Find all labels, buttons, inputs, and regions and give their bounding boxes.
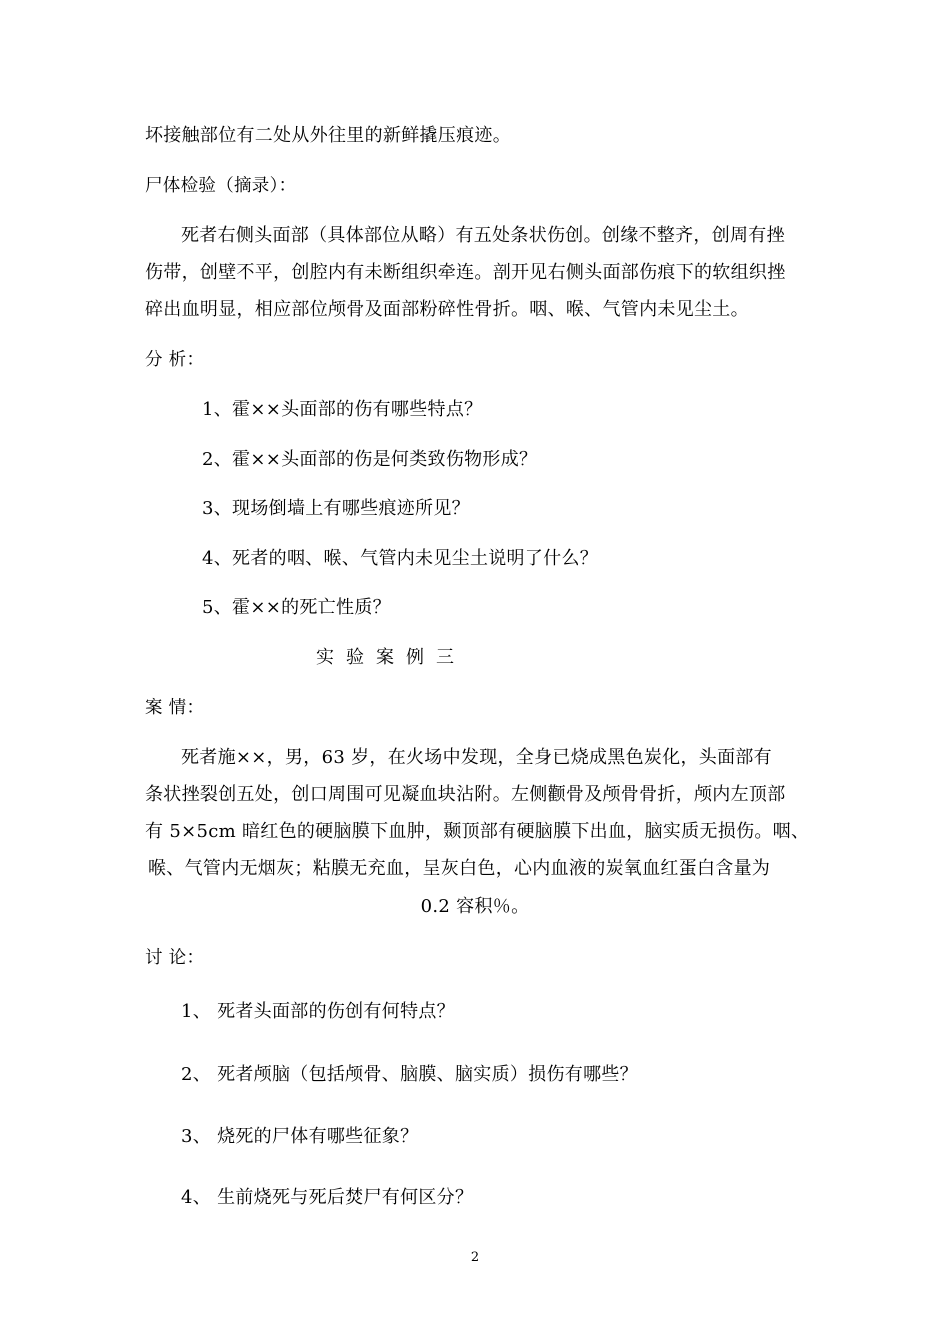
- discussion-question-3: 3、 烧死的尸体有哪些征象？: [181, 1126, 419, 1147]
- continuation-text: 坏接触部位有二处从外往里的新鲜撬压痕迹。: [145, 125, 511, 146]
- case-line-5: 0.2 容积％。: [420, 896, 530, 917]
- analysis-question-3: 3、现场倒墙上有哪些痕迹所见？: [202, 498, 470, 519]
- analysis-heading: 分 析：: [145, 350, 205, 370]
- discussion-question-4: 4、 生前烧死与死后焚尸有何区分？: [181, 1187, 474, 1208]
- autopsy-line-2: 伤带，创壁不平，创腔内有未断组织牵连。剖开见右侧头面部伤痕下的软组织挫: [145, 262, 786, 283]
- discussion-question-1: 1、 死者头面部的伤创有何特点？: [181, 1001, 455, 1022]
- analysis-question-1: 1、霍××头面部的伤有哪些特点？: [202, 399, 483, 420]
- discussion-question-2: 2、 死者颅脑（包括颅骨、脑膜、脑实质）损伤有哪些？: [181, 1064, 638, 1085]
- case-line-1: 死者施××，男，63 岁，在火场中发现，全身已烧成黑色炭化，头面部有: [181, 747, 772, 768]
- case-heading: 案 情：: [145, 698, 205, 718]
- autopsy-line-1: 死者右侧头面部（具体部位从略）有五处条状伤创。创缘不整齐，创周有挫: [181, 225, 785, 246]
- autopsy-line-3: 碎出血明显，相应部位颅骨及面部粉碎性骨折。咽、喉、气管内未见尘土。: [145, 299, 749, 320]
- analysis-question-2: 2、霍××头面部的伤是何类致伤物形成？: [202, 449, 538, 470]
- case-title: 实验案例三: [316, 647, 466, 668]
- case-line-2: 条状挫裂创五处，创口周围可见凝血块沾附。左侧颧骨及颅骨骨折，颅内左顶部: [145, 784, 786, 805]
- case-line-3: 有 5×5cm 暗红色的硬脑膜下血肿，颞顶部有硬脑膜下出血，脑实质无损伤。咽、: [145, 821, 810, 842]
- case-line-4: 喉、气管内无烟灰；粘膜无充血，呈灰白色，心内血液的炭氧血红蛋白含量为: [148, 858, 771, 879]
- analysis-question-5: 5、霍××的死亡性质？: [202, 597, 391, 618]
- discussion-heading: 讨 论：: [145, 948, 205, 968]
- page-number: 2: [470, 1250, 480, 1265]
- analysis-question-4: 4、死者的咽、喉、气管内未见尘土说明了什么？: [202, 548, 599, 569]
- autopsy-heading: 尸体检验（摘录）：: [145, 176, 297, 196]
